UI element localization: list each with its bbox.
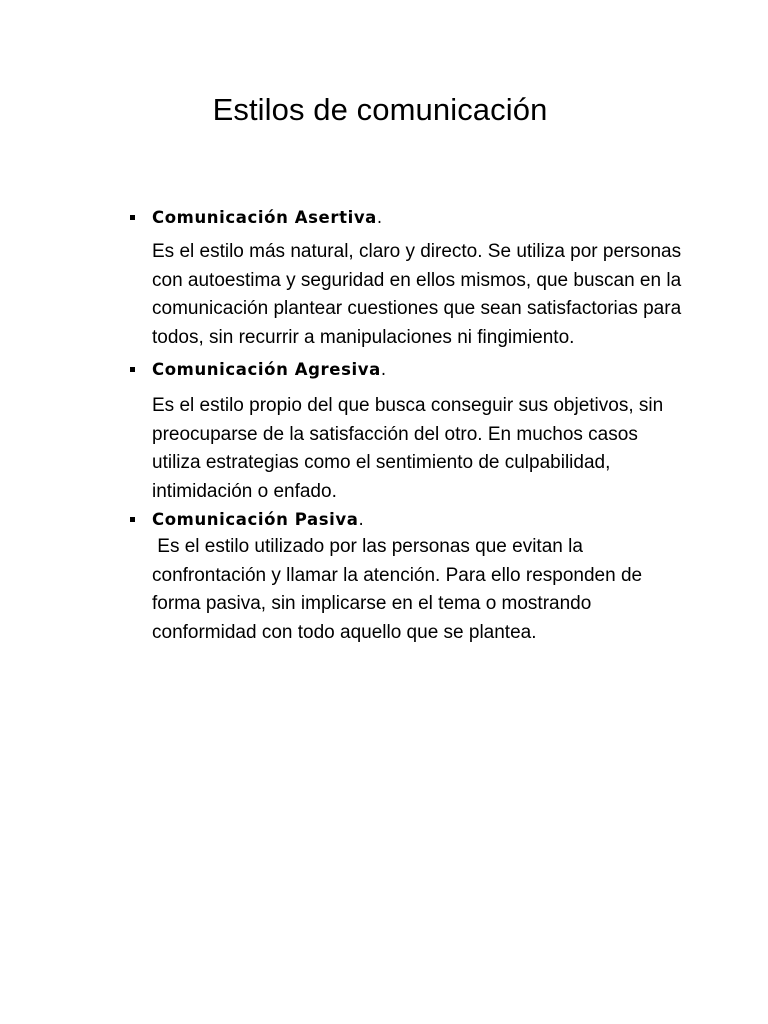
list-item (124, 508, 684, 647)
heading-punctuation: . (376, 208, 383, 227)
page-title: Estilos de comunicación (212, 92, 548, 127)
list-item (124, 206, 684, 352)
heading-text: Comunicación Pasiva (152, 510, 359, 529)
item-description: Es el estilo propio del que busca conseguir sus objetivos, sin preocuparse de la satisfacción del otro. En muchos casos utiliza estrategias como el sentimiento de culpabilidad, intimidación o enfado. (152, 395, 664, 502)
item-description: Es el estilo utilizado por las personas que evitan la confrontación y llamar la atención. Para ello responden de forma pasiva, sin implicarse en el tema o mostrando conformidad con todo aquello que se plantea. (152, 536, 648, 643)
heading-text: Comunicación Agresiva (152, 360, 381, 379)
heading-text: Comunicación Asertiva (152, 208, 377, 227)
item-description: Es el estilo más natural, claro y directo. Se utiliza por personas con autoestima y seguridad en ellos mismos, que buscan en la comunicación plantear cuestiones que sean satisfactorias para todos, sin recurrir a manipulaciones ni fingimiento. (152, 241, 682, 348)
list-item (124, 358, 684, 506)
item-heading (152, 358, 684, 382)
communication-styles-list (124, 206, 684, 647)
square-bullet-icon (130, 367, 135, 372)
square-bullet-icon (130, 517, 135, 522)
square-bullet-icon (130, 215, 135, 220)
heading-punctuation: . (358, 510, 365, 529)
item-heading (152, 508, 684, 532)
heading-punctuation: . (380, 360, 387, 379)
item-heading (152, 206, 684, 230)
